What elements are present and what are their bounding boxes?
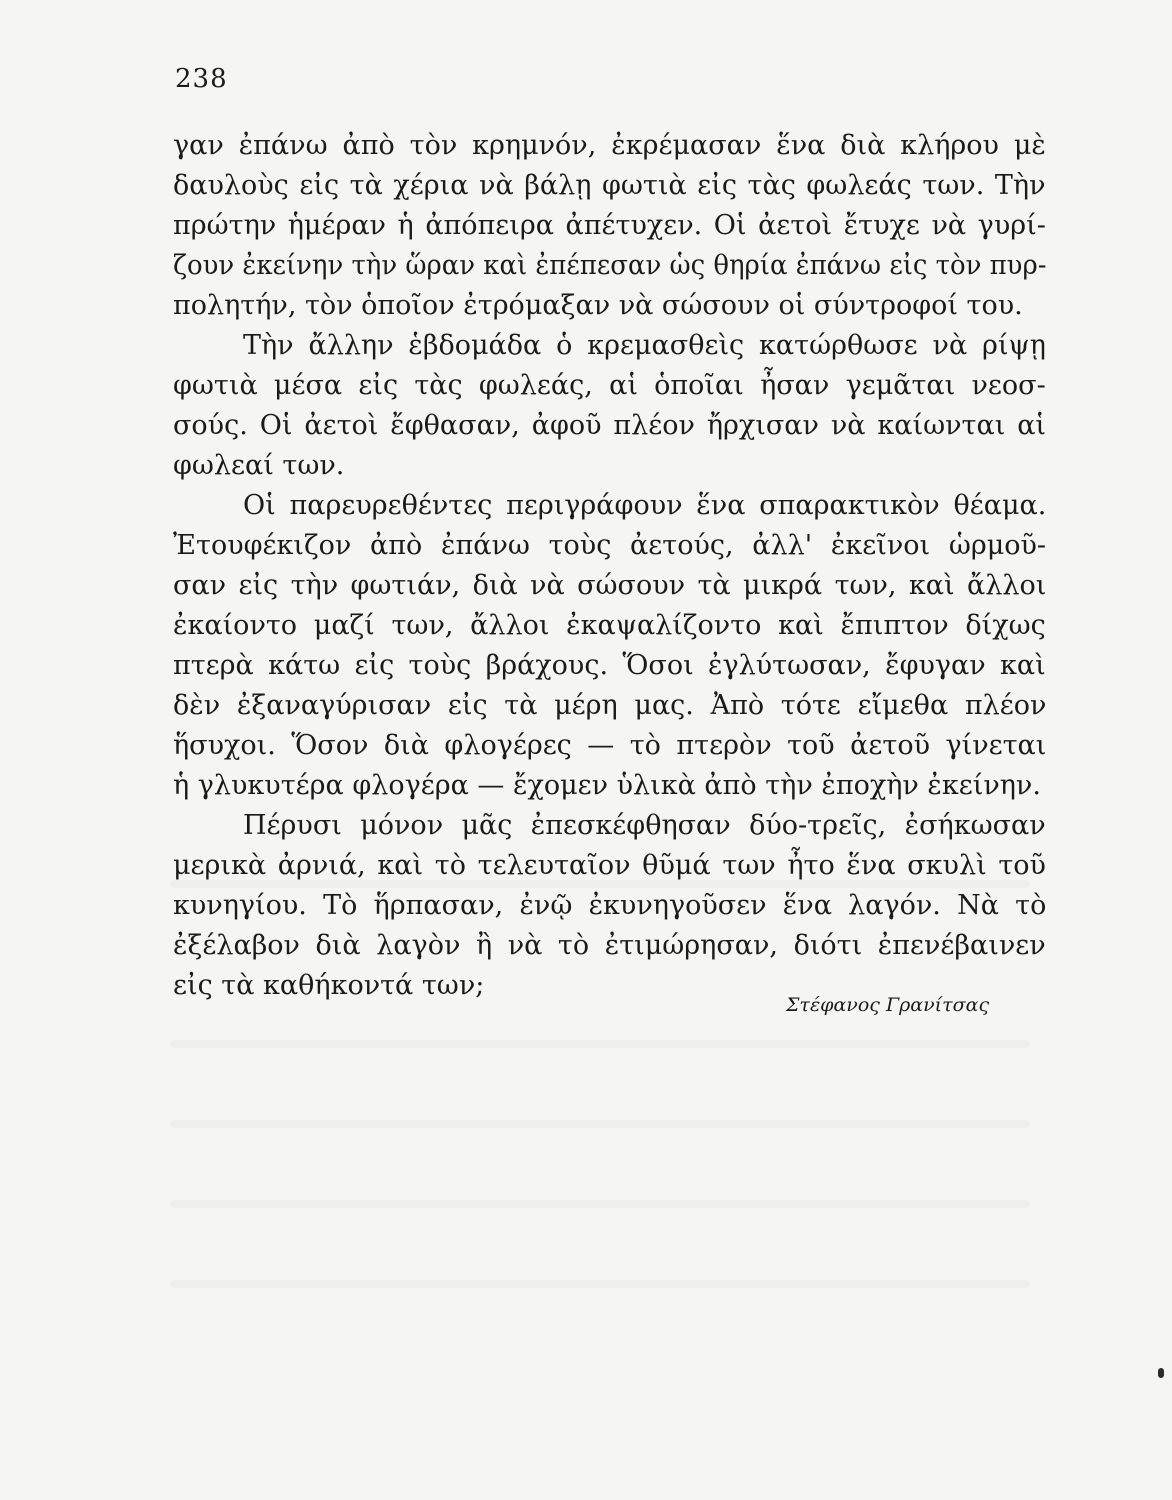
bleed-through-shadow <box>170 1040 1030 1048</box>
text-line: πρώτην ἡμέραν ἡ ἀπόπειρα ἀπέτυχεν. Οἱ ἀετοὶ ἔτυχε νὰ γυρί- <box>173 210 1046 241</box>
text-line: κυνηγίου. Τὸ ἥρπασαν, ἐνῷ ἐκυνηγοῦσεν ἕνα λαγόν. Νὰ τὸ <box>173 890 1047 921</box>
text-line: πολητήν, τὸν ὁποῖον ἐτρόμαξαν νὰ σώσουν οἱ σύντροφοί του. <box>173 290 1023 321</box>
text-line: δαυλοὺς εἰς τὰ χέρια νὰ βάλῃ φωτιὰ εἰς τὰς φωλεάς των. Τὴν <box>173 170 1046 201</box>
text-line: ἥσυχοι. Ὅσον διὰ φλογέρες — τὸ πτερὸν τοῦ ἀετοῦ γίνεται <box>173 730 1047 761</box>
text-line: Τὴν ἄλλην ἑβδομάδα ὁ κρεμασθεὶς κατώρθωσε νὰ ρίψῃ <box>243 330 1046 361</box>
text-line: εἰς τὰ καθήκοντά των; <box>173 970 485 1001</box>
text-line: ἐξέλαβον διὰ λαγὸν ἢ νὰ τὸ ἐτιμώρησαν, διότι ἐπενέβαινεν <box>173 930 1046 961</box>
ink-mark <box>1158 1368 1164 1378</box>
bleed-through-shadow <box>170 1280 1030 1288</box>
text-line: πτερὰ κάτω εἰς τοὺς βράχους. Ὅσοι ἐγλύτωσαν, ἔφυγαν καὶ <box>173 650 1046 681</box>
text-line: δὲν ἐξαναγύρισαν εἰς τὰ μέρη μας. Ἀπὸ τότε εἴμεθα πλέον <box>173 690 1047 721</box>
bleed-through-shadow <box>170 1200 1030 1208</box>
text-line: Πέρυσι μόνον μᾶς ἐπεσκέφθησαν δύο-τρεῖς, ἐσήκωσαν <box>243 810 1046 841</box>
text-line: μερικὰ ἀρνιά, καὶ τὸ τελευταῖον θῦμά των ἦτο ἕνα σκυλὶ τοῦ <box>173 850 1046 881</box>
text-line: ἡ γλυκυτέρα φλογέρα — ἔχομεν ὑλικὰ ἀπὸ τὴν ἐποχὴν ἐκείνην. <box>173 770 1041 801</box>
text-line: ἐκαίοντο μαζί των, ἄλλοι ἐκαψαλίζοντο καὶ ἔπιπτον δίχως <box>173 610 1046 641</box>
text-line: σαν εἰς τὴν φωτιάν, διὰ νὰ σώσουν τὰ μικρά των, καὶ ἄλλοι <box>173 570 1047 601</box>
text-line: Οἱ παρευρεθέντες περιγράφουν ἕνα σπαρακτικὸν θέαμα. <box>243 490 1047 521</box>
author-signature: Στέφανος Γρανίτσας <box>786 994 990 1016</box>
text-line: σούς. Οἱ ἀετοὶ ἔφθασαν, ἀφοῦ πλέον ἤρχισαν νὰ καίωνται αἱ <box>173 410 1047 441</box>
text-line: φωλεαί των. <box>173 450 345 481</box>
text-line: φωτιὰ μέσα εἰς τὰς φωλεάς, αἱ ὁποῖαι ἦσαν γεμᾶται νεοσ- <box>173 370 1046 401</box>
text-line: ζουν ἐκείνην τὴν ὥραν καὶ ἐπέπεσαν ὡς θηρία ἐπάνω εἰς τὸν πυρ- <box>173 250 1047 281</box>
text-line: γαν ἐπάνω ἀπὸ τὸν κρημνόν, ἐκρέμασαν ἕνα διὰ κλήρου μὲ <box>173 130 1046 161</box>
bleed-through-shadow <box>170 1120 1030 1128</box>
text-line: Ἐτουφέκιζον ἀπὸ ἐπάνω τοὺς ἀετούς, ἀλλ' ἐκεῖνοι ὡρμοῦ- <box>173 530 1047 561</box>
page-number: 238 <box>175 64 228 94</box>
